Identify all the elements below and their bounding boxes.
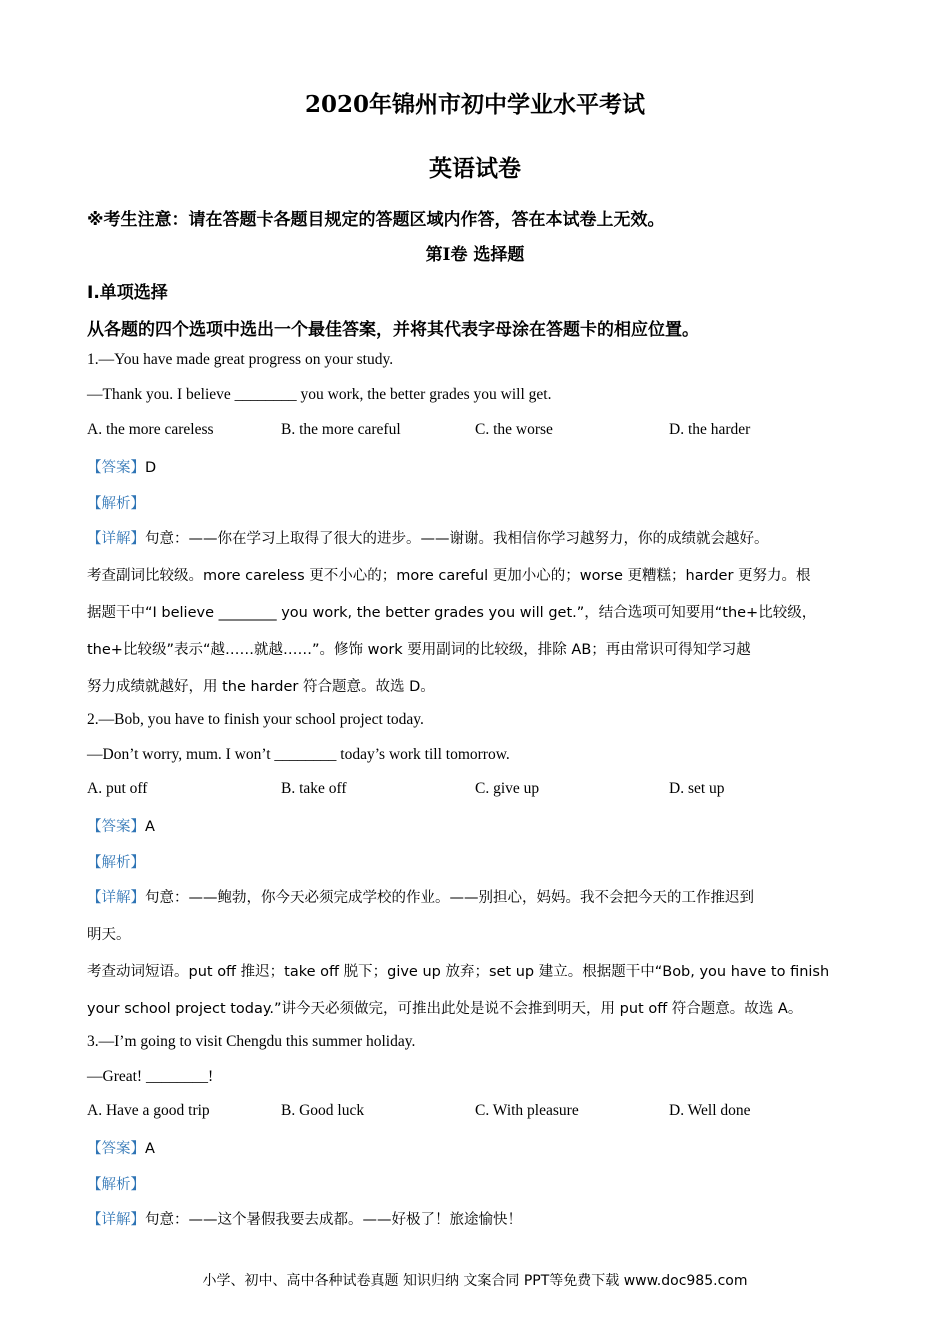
question-1-option-c: C. the worse	[475, 421, 553, 438]
question-1-answer	[87, 456, 156, 477]
question-2-option-b: B. take off	[281, 780, 347, 797]
part-heading: 第Ⅰ卷 选择题	[425, 245, 525, 265]
question-3-option-a: A. Have a good trip	[87, 1102, 210, 1119]
question-3-line-1: 3.—I’m going to visit Chengdu this summer holiday.	[87, 1033, 416, 1050]
answer-value: D	[145, 460, 157, 476]
answer-value: A	[145, 1141, 155, 1157]
question-2-detail-line-1: 【详解】句意：——鲍勃，你今天必须完成学校的作业。——别担心，妈妈。我不会把今天的工作推迟到	[87, 890, 754, 906]
question-2-option-c: C. give up	[475, 780, 540, 797]
question-1-line-1: 1.—You have made great progress on your study.	[87, 351, 394, 368]
question-1-detail-line-4: the+比较级”表示“越……就越……”。修饰 work 要用副词的比较级，排除 AB；再由常识可得知学习越	[87, 642, 751, 658]
detail-tag: 【详解】	[87, 531, 145, 547]
question-1-option-d: D. the harder	[669, 421, 751, 438]
question-2-line-1: 2.—Bob, you have to finish your school project today.	[87, 711, 424, 728]
question-2-detail-line-3: 考查动词短语。put off 推迟；take off 脱下；give up 放弃；set up 建立。根据题干中“Bob, you have to finish	[87, 964, 830, 980]
question-1-detail-line-3: 据题干中“I believe ________ you work, the better grades you will get.”，结合选项可知要用“the+比较级，	[87, 605, 817, 621]
question-2-line-2: —Don’t worry, mum. I won’t ________ today’s work till tomorrow.	[87, 746, 510, 763]
question-1-detail-line-2: 考查副词比较级。more careless 更不小心的；more careful 更加小心的；worse 更糟糕；harder 更努力。根	[87, 568, 811, 584]
question-1-line-2: —Thank you. I believe ________ you work, the better grades you will get.	[87, 386, 552, 403]
question-2-option-d: D. set up	[669, 780, 725, 797]
notice: ※考生注意：请在答题卡各题目规定的答题区域内作答，答在本试卷上无效。	[87, 210, 665, 230]
question-3-line-2: —Great! ________!	[87, 1068, 214, 1085]
question-2-option-a: A. put off	[87, 780, 148, 797]
question-1-option-b: B. the more careful	[281, 421, 401, 438]
question-1-option-a: A. the more careless	[87, 421, 214, 438]
question-3-option-b: B. Good luck	[281, 1102, 365, 1119]
answer-tag: 【答案】	[87, 819, 145, 835]
question-3-analysis-tag: 【解析】	[87, 1177, 145, 1193]
question-3-option-c: C. With pleasure	[475, 1102, 579, 1119]
answer-value: A	[145, 819, 155, 835]
instruction: 从各题的四个选项中选出一个最佳答案，并将其代表字母涂在答题卡的相应位置。	[87, 320, 699, 340]
question-3-option-d: D. Well done	[669, 1102, 751, 1119]
section-heading: Ⅰ.单项选择	[87, 283, 168, 303]
question-2-answer	[87, 815, 155, 836]
question-1-analysis-tag: 【解析】	[87, 496, 145, 512]
detail-tag: 【详解】	[87, 1212, 145, 1228]
question-1-detail-line-5: 努力成绩就越好，用 the harder 符合题意。故选 D。	[87, 679, 435, 695]
question-2-analysis-tag: 【解析】	[87, 855, 145, 871]
question-2-detail-line-4: your school project today.”讲今天必须做完，可推出此处是说不会推到明天，用 put off 符合题意。故选 A。	[87, 1001, 803, 1017]
page-subtitle: 英语试卷	[429, 155, 521, 182]
question-3-answer	[87, 1137, 155, 1158]
page-footer: 小学、初中、高中各种试卷真题 知识归纳 文案合同 PPT等免费下载 www.doc985.com	[202, 1273, 748, 1289]
question-3-detail-line-1: 【详解】句意：——这个暑假我要去成都。——好极了！旅途愉快！	[87, 1212, 522, 1228]
page-title: 2020年锦州市初中学业水平考试	[304, 91, 645, 118]
answer-tag: 【答案】	[87, 460, 145, 476]
question-2-detail-line-2: 明天。	[87, 927, 131, 943]
detail-tag: 【详解】	[87, 890, 145, 906]
answer-tag: 【答案】	[87, 1141, 145, 1157]
question-1-detail-line-1: 【详解】句意：——你在学习上取得了很大的进步。——谢谢。我相信你学习越努力，你的成绩就会越好。	[87, 531, 769, 547]
